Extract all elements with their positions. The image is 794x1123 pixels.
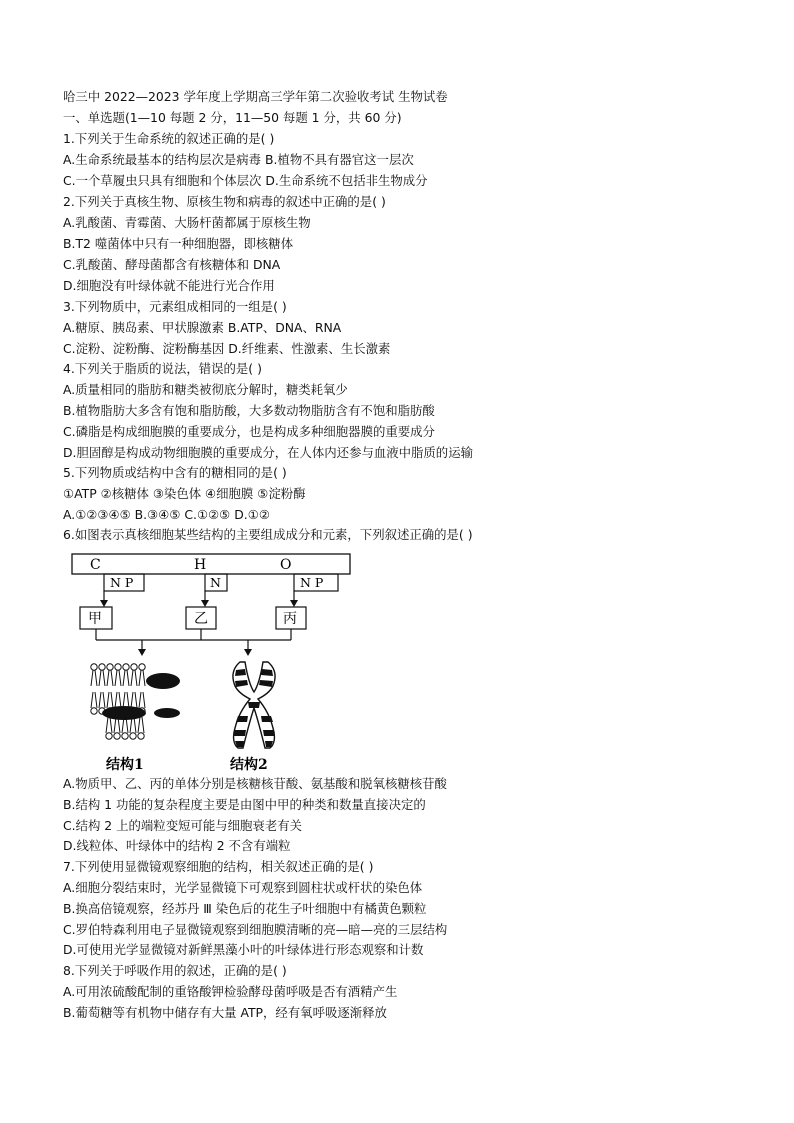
- q6-figure: [68, 550, 358, 775]
- q7-option-c: C.罗伯特森利用电子显微镜观察到细胞膜清晰的亮—暗—亮的三层结构: [63, 922, 448, 937]
- q1-options-cd: C.一个草履虫只具有细胞和个体层次 D.生命系统不包括非生物成分: [63, 173, 428, 188]
- q2-option-a: A.乳酸菌、青霉菌、大肠杆菌都属于原核生物: [63, 215, 311, 230]
- q1-options-ab: A.生命系统最基本的结构层次是病毒 B.植物不具有器官这一层次: [63, 152, 414, 167]
- label-yi: 乙: [194, 611, 208, 627]
- q6-option-a: A.物质甲、乙、丙的单体分别是核糖核苷酸、氨基酸和脱氧核糖核苷酸: [63, 776, 447, 791]
- q8-stem: 8.下列关于呼吸作用的叙述，正确的是( ): [63, 963, 287, 978]
- q3-options-cd: C.淀粉、淀粉酶、淀粉酶基因 D.纤维素、性激素、生长激素: [63, 341, 391, 356]
- q7-option-a: A.细胞分裂结束时，光学显微镜下可观察到圆柱状或杆状的染色体: [63, 880, 423, 895]
- q4-option-a: A.质量相同的脂肪和糖类被彻底分解时，糖类耗氧少: [63, 382, 348, 397]
- q6-stem: 6.如图表示真核细胞某些结构的主要组成成分和元素，下列叙述正确的是( ): [63, 527, 473, 542]
- membrane-protein-3: [154, 708, 180, 718]
- label-bing: 丙: [283, 611, 297, 627]
- exam-title: 哈三中 2022—2023 学年度上学期高三学年第二次验收考试 生物试卷: [63, 89, 448, 104]
- q1-stem: 1.下列关于生命系统的叙述正确的是( ): [63, 131, 275, 146]
- q2-option-c: C.乳酸菌、酵母菌都含有核糖体和 DNA: [63, 257, 281, 272]
- q4-stem: 4.下列关于脂质的说法，错误的是( ): [63, 361, 262, 376]
- membrane-protein-1: [146, 673, 180, 689]
- q2-stem: 2.下列关于真核生物、原核生物和病毒的叙述中正确的是( ): [63, 194, 386, 209]
- section-heading: 一、单选题(1—10 每题 2 分，11—50 每题 1 分，共 60 分): [63, 110, 402, 125]
- q4-option-c: C.磷脂是构成细胞膜的重要成分，也是构成多种细胞器膜的重要成分: [63, 424, 435, 439]
- q3-options-ab: A.糖原、胰岛素、甲状腺激素 B.ATP、DNA、RNA: [63, 320, 342, 335]
- chromosome-illustration: [233, 662, 275, 748]
- n-mid-label: N: [210, 575, 221, 590]
- q2-option-d: D.细胞没有叶绿体就不能进行光合作用: [63, 278, 275, 293]
- element-c: C: [90, 557, 101, 573]
- structure-1-label: 结构1: [106, 757, 144, 773]
- q7-option-b: B.换高倍镜观察，经苏丹 Ⅲ 染色后的花生子叶细胞中有橘黄色颗粒: [63, 901, 427, 916]
- np-left-label: N P: [110, 575, 134, 590]
- q7-stem: 7.下列使用显微镜观察细胞的结构，相关叙述正确的是( ): [63, 859, 374, 874]
- label-jia: 甲: [88, 611, 102, 627]
- q8-option-a: A.可用浓硫酸配制的重铬酸钾检验酵母菌呼吸是否有酒精产生: [63, 984, 398, 999]
- cell-membrane-illustration: [91, 664, 145, 739]
- np-right-label: N P: [300, 575, 324, 590]
- element-box: [72, 554, 350, 574]
- q5-items: ①ATP ②核糖体 ③染色体 ④细胞膜 ⑤淀粉酶: [63, 486, 306, 501]
- q7-option-d: D.可使用光学显微镜对新鲜黑藻小叶的叶绿体进行形态观察和计数: [63, 942, 424, 957]
- element-o: O: [280, 557, 292, 573]
- q8-option-b: B.葡萄糖等有机物中储存有大量 ATP，经有氧呼吸逐渐释放: [63, 1005, 387, 1020]
- q6-option-d: D.线粒体、叶绿体中的结构 2 不含有端粒: [63, 838, 291, 853]
- structure-2-label: 结构2: [230, 757, 268, 773]
- q4-option-b: B.植物脂肪大多含有饱和脂肪酸，大多数动物脂肪含有不饱和脂肪酸: [63, 403, 435, 418]
- q6-option-b: B.结构 1 功能的复杂程度主要是由图中甲的种类和数量直接决定的: [63, 797, 426, 812]
- q5-stem: 5.下列物质或结构中含有的糖相同的是( ): [63, 465, 287, 480]
- membrane-protein-2: [102, 706, 146, 720]
- q2-option-b: B.T2 噬菌体中只有一种细胞器，即核糖体: [63, 236, 294, 251]
- q4-option-d: D.胆固醇是构成动物细胞膜的重要成分，在人体内还参与血液中脂质的运输: [63, 445, 473, 460]
- q3-stem: 3.下列物质中，元素组成相同的一组是( ): [63, 299, 287, 314]
- element-h: H: [194, 557, 207, 573]
- q5-options: A.①②③④⑤ B.③④⑤ C.①②⑤ D.①②: [63, 507, 270, 522]
- q6-option-c: C.结构 2 上的端粒变短可能与细胞衰老有关: [63, 818, 302, 833]
